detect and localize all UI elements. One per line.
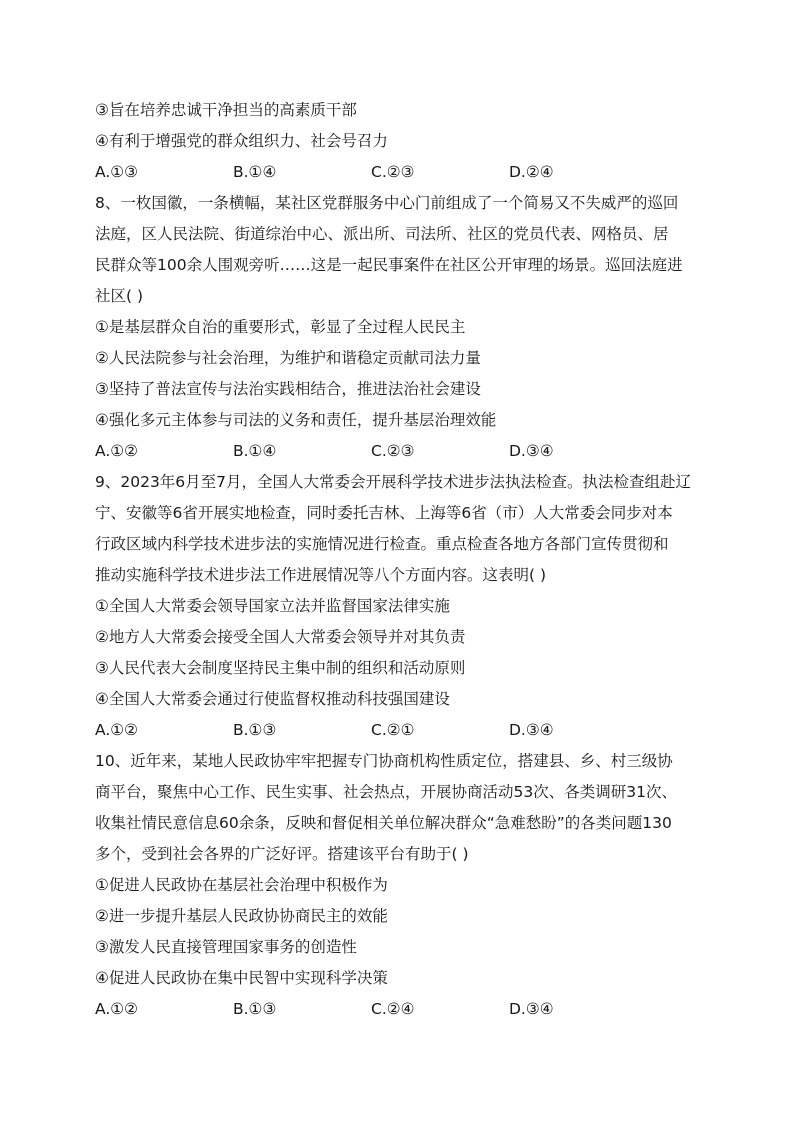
q7-option-c[interactable]: C.②③ [371,163,415,181]
q8-option-a[interactable]: A.①② [95,442,139,460]
q9-option-a[interactable]: A.①② [95,721,139,739]
q8-item-3: ③坚持了普法宣传与法治实践相结合，推进法治社会建设 [95,380,481,398]
q8-option-c[interactable]: C.②③ [371,442,415,460]
q9-item-1: ①全国人大常委会领导国家立法并监督国家法律实施 [95,597,450,615]
q9-item-4: ④全国人大常委会通过行使监督权推动科技强国建设 [95,690,450,708]
q8-stem-line: 社区( ) [95,287,144,305]
q9-option-d[interactable]: D.③④ [509,721,554,739]
q9-stem-line: 行政区域内科学技术进步法的实施情况进行检查。重点检查各地方各部门宣传贯彻和 [95,535,669,553]
q10-stem-line: 商平台，聚焦中心工作、民生实事、社会热点，开展协商活动53次、各类调研31次、 [95,783,677,801]
q10-item-3: ③激发人民直接管理国家事务的创造性 [95,938,357,956]
q8-item-4: ④强化多元主体参与司法的义务和责任，提升基层治理效能 [95,411,497,429]
q8-option-d[interactable]: D.③④ [509,442,554,460]
q9-option-c[interactable]: C.②① [371,721,415,739]
q10-option-b[interactable]: B.①③ [233,1000,277,1018]
q10-stem-line: 10、近年来，某地人民政协牢牢把握专门协商机构性质定位，搭建县、乡、村三级协 [95,752,673,770]
q9-item-3: ③人民代表大会制度坚持民主集中制的组织和活动原则 [95,659,466,677]
q9-stem-line: 推动实施科学技术进步法工作进展情况等八个方面内容。这表明( ) [95,566,547,584]
q8-options [95,436,699,467]
q9-stem-line: 宁、安徽等6省开展实地检查，同时委托吉林、上海等6省（市）人大常委会同步对本 [95,504,673,522]
q10-item-4: ④促进人民政协在集中民智中实现科学决策 [95,969,388,987]
q10-option-d[interactable]: D.③④ [509,1000,554,1018]
exam-page [95,95,699,1025]
q7-option-a[interactable]: A.①③ [95,163,139,181]
q8-option-b[interactable]: B.①④ [233,442,277,460]
q7-option-b[interactable]: B.①④ [233,163,277,181]
q7-options [95,157,699,188]
q8-item-2: ②人民法院参与社会治理，为维护和谐稳定贡献司法力量 [95,349,481,367]
q9-stem-line: 9、2023年6月至7月，全国人大常委会开展科学技术进步法执法检查。执法检查组赴辽 [95,473,692,491]
q10-option-a[interactable]: A.①② [95,1000,139,1018]
q10-item-1: ①促进人民政协在基层社会治理中积极作为 [95,876,388,894]
q10-item-2: ②进一步提升基层人民政协协商民主的效能 [95,907,388,925]
q10-options [95,994,699,1025]
q8-stem-line: 8、一枚国徽，一条横幅，某社区党群服务中心门前组成了一个简易又不失威严的巡回 [95,194,679,212]
q10-option-c[interactable]: C.②④ [371,1000,415,1018]
q10-stem-line: 多个，受到社会各界的广泛好评。搭建该平台有助于( ) [95,845,469,863]
q7-item-4: ④有利于增强党的群众组织力、社会号召力 [95,132,388,150]
q8-stem-line: 法庭，区人民法院、街道综治中心、派出所、司法所、社区的党员代表、网格员、居 [95,225,669,243]
q9-item-2: ②地方人大常委会接受全国人大常委会领导并对其负责 [95,628,466,646]
q9-option-b[interactable]: B.①③ [233,721,277,739]
q8-item-1: ①是基层群众自治的重要形式，彰显了全过程人民民主 [95,318,466,336]
q7-item-3: ③旨在培养忠诚干净担当的高素质干部 [95,101,357,119]
q8-stem-line: 民群众等100余人围观旁听……这是一起民事案件在社区公开审理的场景。巡回法庭进 [95,256,683,274]
q7-option-d[interactable]: D.②④ [509,163,554,181]
question-7-tail [95,95,699,188]
q9-options [95,715,699,746]
q10-stem-line: 收集社情民意信息60余条，反映和督促相关单位解决群众“急难愁盼”的各类问题130 [95,814,672,832]
question-8 [95,188,699,467]
question-9 [95,467,699,746]
question-10 [95,746,699,1025]
